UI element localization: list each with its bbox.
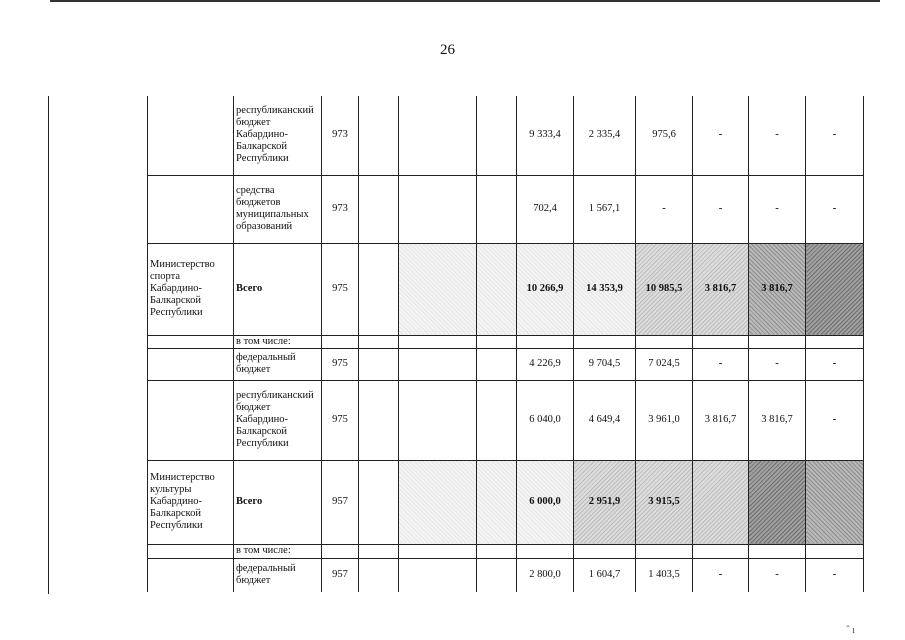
- org-cell: [148, 96, 234, 175]
- shaded-cell: [399, 243, 477, 335]
- value-cell: -: [749, 558, 806, 592]
- empty-cell: [749, 544, 806, 558]
- empty-cell: [806, 544, 864, 558]
- empty-cell: [359, 335, 399, 348]
- table-row: [148, 380, 864, 460]
- value-cell: -: [749, 175, 806, 243]
- value-cell: 6 000,0: [517, 460, 574, 544]
- code-cell: 973: [322, 175, 359, 243]
- row-label: в том числе:: [234, 544, 322, 558]
- value-cell: 7 024,5: [636, 348, 693, 380]
- corner-mark: ˆ ı: [846, 625, 855, 636]
- empty-cell: [399, 380, 477, 460]
- row-label: Всего: [234, 243, 322, 335]
- value-cell: 9 704,5: [574, 348, 636, 380]
- shaded-cell: [749, 460, 806, 544]
- empty-cell: [636, 544, 693, 558]
- empty-cell: [477, 175, 517, 243]
- org-cell: [148, 380, 234, 460]
- empty-cell: [399, 558, 477, 592]
- value-cell: 3 915,5: [636, 460, 693, 544]
- value-cell: -: [636, 175, 693, 243]
- value-cell: -: [806, 380, 864, 460]
- row-label: республиканский бюджет Кабардино-Балкарской Республики: [234, 380, 322, 460]
- value-cell: 10 266,9: [517, 243, 574, 335]
- code-cell: 973: [322, 96, 359, 175]
- empty-cell: [399, 175, 477, 243]
- empty-cell: [749, 335, 806, 348]
- table-row: [148, 558, 864, 592]
- value-cell: 3 816,7: [693, 380, 749, 460]
- table-row: [148, 96, 864, 175]
- value-cell: -: [693, 175, 749, 243]
- empty-cell: [693, 335, 749, 348]
- shaded-cell: [806, 460, 864, 544]
- shaded-cell: [399, 460, 477, 544]
- org-cell: [148, 175, 234, 243]
- budget-table: [147, 96, 864, 592]
- left-column-rule: [48, 96, 49, 594]
- code-cell: 975: [322, 243, 359, 335]
- shaded-cell: [477, 460, 517, 544]
- value-cell: 1 403,5: [636, 558, 693, 592]
- value-cell: 2 951,9: [574, 460, 636, 544]
- row-label: средства бюджетов муниципальных образований: [234, 175, 322, 243]
- empty-cell: [359, 175, 399, 243]
- empty-cell: [359, 460, 399, 544]
- org-name: Министерство культуры Кабардино-Балкарской Республики: [148, 460, 234, 544]
- value-cell: 975,6: [636, 96, 693, 175]
- empty-cell: [477, 96, 517, 175]
- code-cell: 975: [322, 380, 359, 460]
- empty-cell: [359, 380, 399, 460]
- row-label: республиканский бюджет Кабардино-Балкарской Республики: [234, 96, 322, 175]
- code-cell: 975: [322, 348, 359, 380]
- table-row: [148, 544, 864, 558]
- empty-cell: [359, 348, 399, 380]
- value-cell: -: [693, 348, 749, 380]
- value-cell: 9 333,4: [517, 96, 574, 175]
- empty-cell: [636, 335, 693, 348]
- empty-cell: [574, 335, 636, 348]
- table-row: [148, 348, 864, 380]
- value-cell: 702,4: [517, 175, 574, 243]
- value-cell: -: [806, 175, 864, 243]
- empty-cell: [693, 544, 749, 558]
- code-cell: 957: [322, 460, 359, 544]
- empty-cell: [477, 544, 517, 558]
- empty-cell: [359, 544, 399, 558]
- empty-cell: [399, 335, 477, 348]
- row-label: в том числе:: [234, 335, 322, 348]
- value-cell: -: [749, 348, 806, 380]
- value-cell: -: [806, 558, 864, 592]
- empty-cell: [399, 96, 477, 175]
- empty-cell: [477, 348, 517, 380]
- org-cell: [148, 544, 234, 558]
- empty-cell: [399, 544, 477, 558]
- empty-cell: [574, 544, 636, 558]
- value-cell: 2 335,4: [574, 96, 636, 175]
- empty-cell: [359, 558, 399, 592]
- empty-cell: [517, 544, 574, 558]
- value-cell: 4 649,4: [574, 380, 636, 460]
- value-cell: 1 604,7: [574, 558, 636, 592]
- shaded-cell: [477, 243, 517, 335]
- value-cell: 6 040,0: [517, 380, 574, 460]
- value-cell: 14 353,9: [574, 243, 636, 335]
- empty-cell: [517, 335, 574, 348]
- value-cell: 10 985,5: [636, 243, 693, 335]
- value-cell: 3 816,7: [749, 243, 806, 335]
- org-cell: [148, 348, 234, 380]
- empty-cell: [322, 335, 359, 348]
- org-cell: [148, 335, 234, 348]
- table-row: [148, 243, 864, 335]
- top-rule: [50, 0, 880, 2]
- empty-cell: [359, 243, 399, 335]
- page-number: 26: [440, 42, 455, 58]
- value-cell: -: [749, 96, 806, 175]
- empty-cell: [399, 348, 477, 380]
- row-label: федеральный бюджет: [234, 348, 322, 380]
- value-cell: -: [806, 96, 864, 175]
- empty-cell: [806, 335, 864, 348]
- table-row: [148, 335, 864, 348]
- value-cell: 3 816,7: [693, 243, 749, 335]
- table-row: [148, 175, 864, 243]
- table-row: [148, 460, 864, 544]
- value-cell: -: [693, 96, 749, 175]
- value-cell: 3 816,7: [749, 380, 806, 460]
- org-cell: [148, 558, 234, 592]
- empty-cell: [359, 96, 399, 175]
- empty-cell: [477, 335, 517, 348]
- value-cell: 3 961,0: [636, 380, 693, 460]
- empty-cell: [477, 380, 517, 460]
- shaded-cell: [806, 243, 864, 335]
- value-cell: -: [806, 348, 864, 380]
- value-cell: 1 567,1: [574, 175, 636, 243]
- row-label: федеральный бюджет: [234, 558, 322, 592]
- org-name: Министерство спорта Кабардино-Балкарской Республики: [148, 243, 234, 335]
- empty-cell: [477, 558, 517, 592]
- value-cell: -: [693, 558, 749, 592]
- code-cell: 957: [322, 558, 359, 592]
- value-cell: 2 800,0: [517, 558, 574, 592]
- row-label: Всего: [234, 460, 322, 544]
- value-cell: 4 226,9: [517, 348, 574, 380]
- shaded-cell: [693, 460, 749, 544]
- empty-cell: [322, 544, 359, 558]
